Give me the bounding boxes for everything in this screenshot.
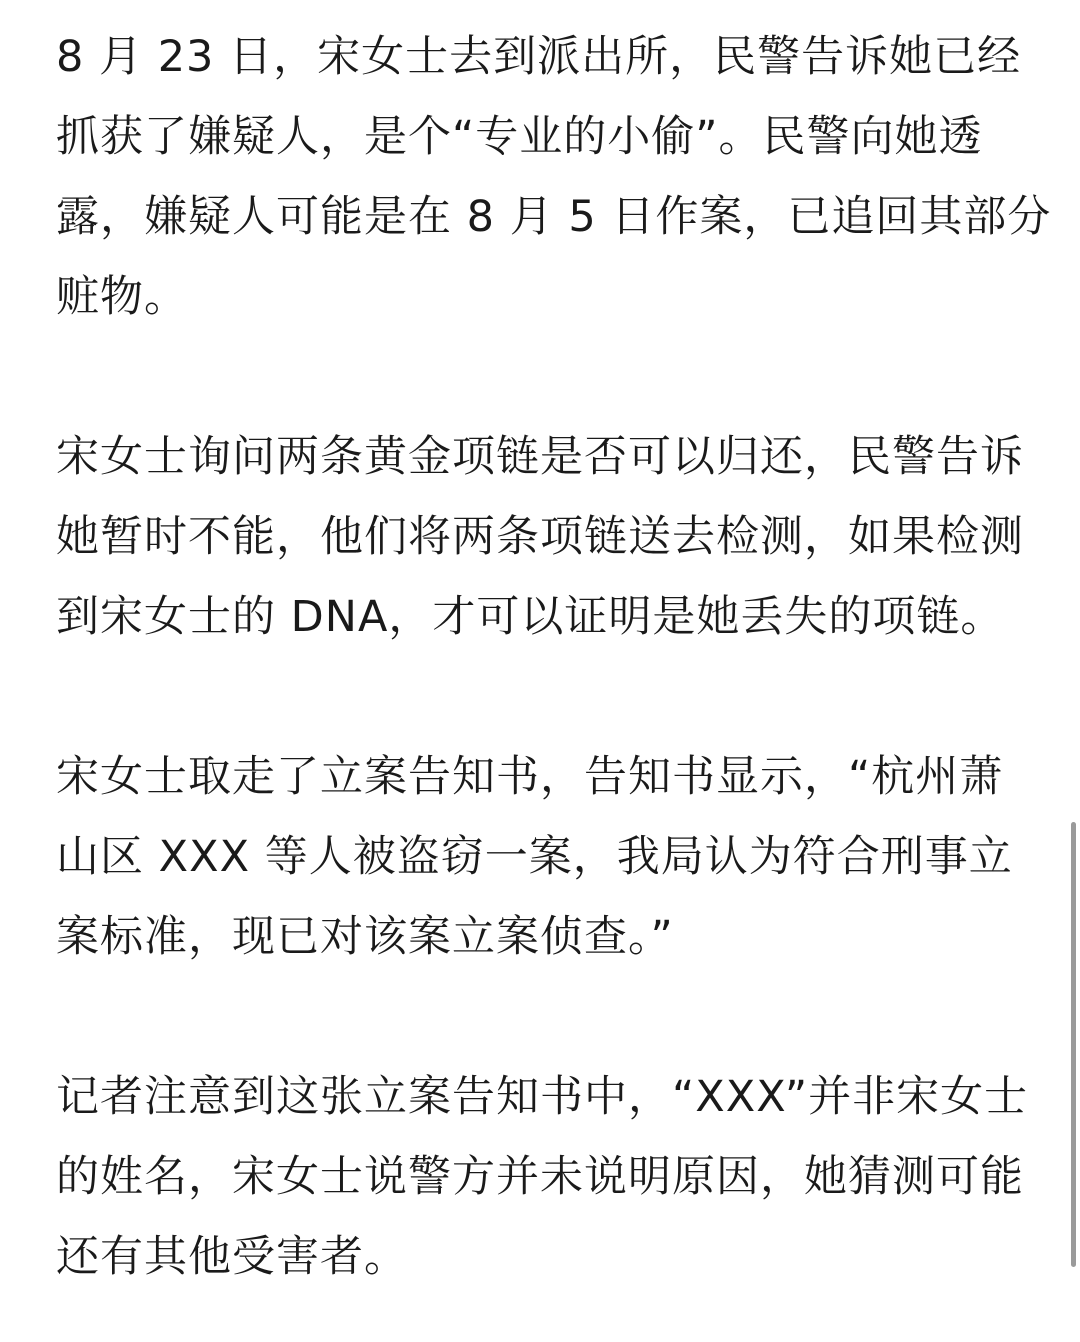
text-line: 她暂时不能，他们将两条项链送去检测，如果检测 <box>56 512 1024 562</box>
text-line: 抓获了嫌疑人，是个“专业的小偷”。民警向她透 <box>56 112 983 162</box>
text-line: 宋女士询问两条黄金项链是否可以归还，民警告诉 <box>56 432 1024 482</box>
paragraph-4 <box>56 1057 1031 1297</box>
paragraph-gap <box>56 657 1031 737</box>
text-line: 案标准，现已对该案立案侦查。” <box>56 912 674 962</box>
text-line: 山区 XXX 等人被盗窃一案，我局认为符合刑事立 <box>56 832 1013 882</box>
text-line: 记者注意到这张立案告知书中，“XXX”并非宋女士 <box>56 1072 1029 1122</box>
paragraph-gap <box>56 337 1031 417</box>
scrollbar-thumb[interactable] <box>1071 822 1076 1267</box>
text-line: 还有其他受害者。 <box>56 1232 408 1282</box>
paragraph-1 <box>56 17 1052 337</box>
text-line: 宋女士取走了立案告知书，告知书显示，“杭州萧 <box>56 752 1004 802</box>
text-line: 到宋女士的 DNA，才可以证明是她丢失的项链。 <box>56 592 1005 642</box>
vertical-scrollbar[interactable] <box>1066 0 1080 1342</box>
top-spacing <box>56 0 1031 17</box>
article-body <box>56 0 1052 1297</box>
text-line: 赃物。 <box>56 272 188 322</box>
text-line: 的姓名，宋女士说警方并未说明原因，她猜测可能 <box>56 1152 1024 1202</box>
paragraph-2 <box>56 417 1031 657</box>
paragraph-gap <box>56 977 1031 1057</box>
text-line: 露，嫌疑人可能是在 8 月 5 日作案，已追回其部分 <box>56 192 1052 242</box>
text-line: 8 月 23 日，宋女士去到派出所，民警告诉她已经 <box>56 32 1022 82</box>
paragraph-3 <box>56 737 1031 977</box>
